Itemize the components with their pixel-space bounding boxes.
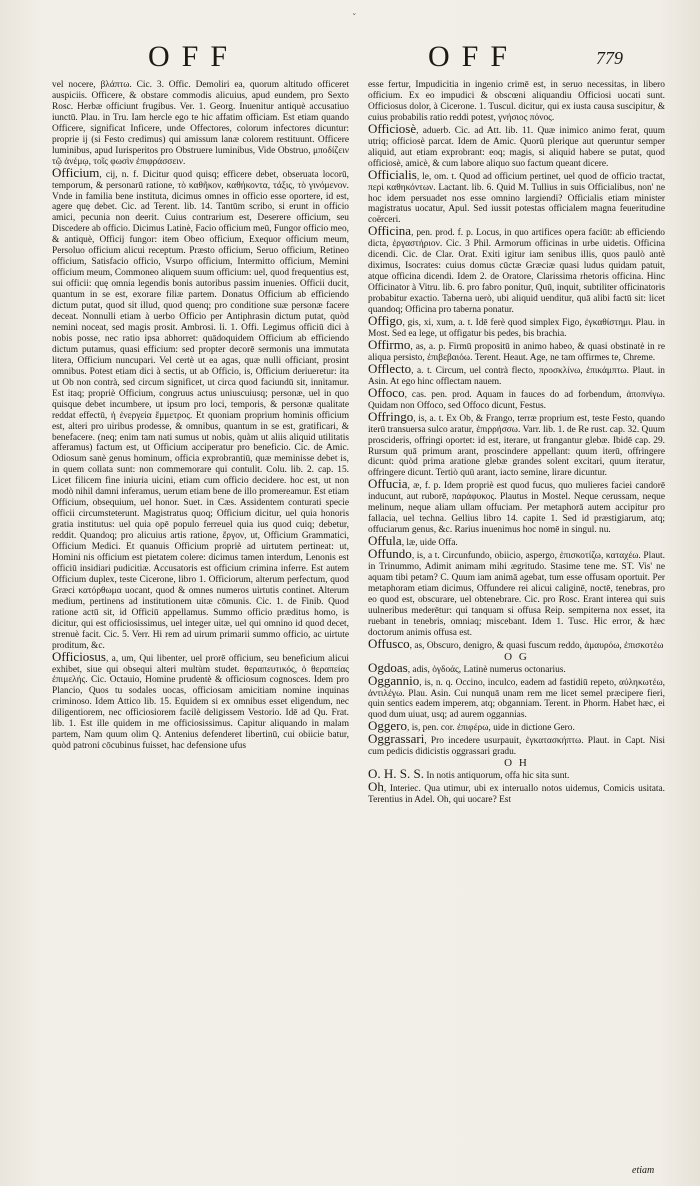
running-head-right: OFF <box>428 40 520 73</box>
entry-text: , cij, n. f. Dicitur quod quisq; efficere debet, obseruata locorū, temporum, & personarū ratione, τὸ καθῆκον, καθήκοντα, τάξις, τὸ γινόμενον. Vnde in familia bene instituta, dicimus omnes in officio esse oportere, id est, agere quę debet. Cic. ad Terent. lib. 14. Tantūm scribo, si erunt in officio amici, pecunia non deerit. Cuius contrarium est, Deserere officium, seu Discedere ab officio. Dicimus Latinè, Facio officium meū, Fungor officio meo, & antiquè, Officij fungor: item Obeo officium, Exequor officium meum, Persoluo officium alicui receptum. Præsto officium, Seruo officium, Retineo officium, Satisfacio officio, Vsurpo officium, Intermitto officium, Memini officium meum, Commoneo aliquem suum officium: uel, quod frequentius est, sui officii: quę omnia legendis bonis autoribus passim inuenies. Officii ducit, quantum in se est, exorare filiæ partem. Donatus Officium ab efficiendo dictum putat, quod sit illud, quod quenq; pro conditione suæ personæ facere deceat. Nonnulli etiam à uerbo Officio per Antiphrasin dictum putat, quòd nemini noceat, sed magis prosit. Ambrosi. li. 1. Offi. Legimus officiū dici à nobis posse, nec ratio ipsa abhorret: quādoquidem Officium ab efficiendo dictum putamus, quasi efficium: sed propter decorē sermonis una immutata litera, Officium nuncupari. Vel certè ut ea agas, quæ nulli officiant, prosint omnibus. Potest etiam dici à sectis, ut ab Officio, is, Officium deriueretur: ita ut Ob non contrà, sed circum significet, ut circa quod faciundū sit, innitamur. Est itaq; propriè Officium, congruus actus uniuscuiusq; personæ, uel in quo quisque debet incumbere, ut ipsum pro loci, temporis, & personæ qualitate reddat effectū, ἡ ἐνεργεία ἔμμετρος. Et quoniam proprium hominis officium est, alteri pro uiribus prodesse, & omnibus, quantum in se est, gratificari, & benefacere. (neq; enim tam nati sumus ut nobis, quàm ut aliis aliquid utilitatis afferamus) factum est, ut Officium acciperatur pro beneficio. Cic. de Amic. Odiosum sanè genus hominum, officia exprobrantiū, quæ meminisse debet is, in quem collata sunt: non commemorare qui contulit. Colu. lib. 2. cap. 15. Licet filicem fine iniuria uicini, etiam cum officio decidere. hoc est, ut non modò nihil damni inferamus, uerum etiam bene de illo promereamur. Est etiam Officium, obsequium, uel honor. Suet. in Cæs. Assidentem conturati specie officii circumsteterunt. Magistratus quoq; Officium dicitur, uel quia honoris gratia institutus: uel quia opē populo ferreuel quia ius quod cuiq; debetur, reddit. Quandoq; pro alicuius artis ratione, ἔργον, ut, Officium Grammatici, Officium Medici. Et quanuis Officium propriè ad uirtutem pertineat: ut, Homini nis officium est pietatem colere: dicimus tamen interdum, Lenonis est officiū insidiari pudicitiæ. Accusatoris est officium crimina inferre. Est autem Officium duplex, teste Cicerone, libro 1. Officiorum, alterum perfectum, quod Græci κατόρθωμα uocant, quod & omnes numeros uirtutis continet. Alterum medium, pertinens ad institutionem uitæ cōmunis. Cic. 1. de Finib. Quod ratione actū sit, id Officiū appellamus. Summo officio præditus homo, is dicitur, qui est officiosissimus, uel integer uitæ, uel qui omnino id quod decet, strenuè facit. Cic. 5. Verr. Hi rem ad uirum primarii summo officio, ac uirtute proditum, &c. <box>52 169 349 651</box>
entry-lemma: Officiosè <box>368 120 417 136</box>
section-letter: O G <box>504 650 529 663</box>
dictionary-entry <box>52 164 349 652</box>
entry-text: , pen. prod. f. p. Locus, in quo artifices opera faciūt: ab efficiendo dicta, ἐργαστήριον. Cic. 3 Phil. Armorum officinas in urbe uidetis. Officina dicendi. Cic. de Clar. Orat. Exiti igitur iam senibus illis, quos paulò antè diximus, Isocrates: cuius domus cūctæ Græciæ quasi ludus quidam patuit, atque officina dicendi. Idem 2. de Oratore, Clarissima rhetoris officina. Hinc Officinator à Vitru. lib. 6. pro fabro ponitur, Quū, inquit, subtiliter officinatoris probabitur exactio. Taberna uerò, ubi aliquid uenditur, quā alibi factū sit: licet quandoq; Officina pro taberna ponatur. <box>368 228 665 316</box>
entry-lemma: O. H. S. S. <box>368 766 424 782</box>
dictionary-entry <box>368 313 665 340</box>
dictionary-entry <box>368 533 665 549</box>
entry-text: , is, pen. cor. ἐπιφέρω, uide in dictione Gero. <box>407 723 575 734</box>
entry-text: , cas. pen. prod. Aquam in fauces do ad forbendum, ἀποπνίγω. Quidam non Offoco, sed Offoco dicunt, Festus. <box>368 389 665 411</box>
entry-text: , aduerb. Cic. ad Att. lib. 11. Quæ inimico animo ferat, quum utriq; officiosè parcat. Idem de Amic. Quorū plerique aut queruntur semper aliquid, aut etiam exprobrant: eoq; magis, si aliquid habere se putat, quod officiosè, amicè, & cum labore aliquo suo factum queant dicere. <box>368 125 665 169</box>
left-column <box>52 80 349 752</box>
entry-lemma: Offundo <box>368 546 412 562</box>
entry-text: , as, Obscuro, denigro, & quasi fuscum reddo, ἀμαυρόω, ἐπισκοτέω <box>409 640 664 651</box>
entry-text: , Pro incedere usurpauit, ἐγκατασκήπτω. Plaut. in Capt. Nisi cum pedicis didicistis oggrassari gradu. <box>368 736 665 758</box>
dictionary-entry <box>368 766 665 782</box>
dictionary-entry <box>368 779 665 806</box>
entry-lemma: Offirmo <box>368 336 411 352</box>
page-number: 779 <box>596 48 623 68</box>
dictionary-entry <box>368 635 665 652</box>
dictionary-entry <box>52 648 349 753</box>
entry-text: vel nocere, βλάπτω. Cic. 3. Offic. Demoliri ea, quorum altitudo officeret auspiciis. Officere, & obstare commodis alicuius, apud eundem, pro Sexto Rosc. Herbæ officiunt frugibus. Ver. 1. Georg. Inuenitur antiquè accusatiuo iunctū. Plau. in Tru. Iam hercle ego te hic affatim officiam. Est etiam quando Officere, significat Inficere, unde Offectores, colorum infectores dicuntur: proprie ij (si Festo credimus) qui amissum lanæ colorem restituunt. Officere luminibus, apud Iurisperitos pro Obstruere luminibus, Vide Obstruo, μποδίζειν τῷ ἀνέμῳ, τοῖς φωσὶν ἐπιφράσσειν. <box>52 80 349 167</box>
entry-lemma: Oggannio <box>368 672 420 688</box>
entry-lemma: Officiosus <box>52 648 106 664</box>
entry-lemma: Offringo <box>368 408 414 424</box>
entry-text: , a, um, Qui libenter, uel prorē officium, seu beneficium alicui exhibet, siue qui obsequi alteri multùm studet. θεραπευτικός, ὁ θεραπείας ἐπιμελής. Cic. Octauio, Homine prudentè & officiosum cognosces. Idem pro Plancio, Quos tu sodales uocas, officiosam amicitiam nomine inquinas criminoso. Idem Attico lib. 15. Equidem si ex omnibus esset eligendum, nec diligentiorem, nec officiosiorem facilè deligissem Vestorio. Idē ad Qu. Frat. lib. 1. Est ille quidem in me officiosissimus. Capitur aliquando in malam partem, Nam quum olim Q. Antenius defenderet libertinū, cui obiicie batur, quòd patroni cōcubinus fuisset, hac defensione ufus <box>52 653 349 752</box>
dictionary-entry <box>368 166 665 227</box>
dictionary-entry <box>368 731 665 758</box>
entry-lemma: Oggrassari <box>368 731 425 747</box>
entry-text: , as, a. p. Firmū propositū in animo habeo, & quasi obstinatè in re aliqua persisto, ἐπιβεβαιόω. Terent. Heaut. Age, ne tam offirmes te, Chreme. <box>368 341 665 363</box>
entry-lemma: Oh <box>368 779 384 795</box>
entry-text: , æ, f. p. Idem propriè est quod fucus, quo mulieres faciei candorē inducunt, aut ruborē, παράφυκος. Plautus in Mostel. Neque cerussam, neque melinum, neque aliam ullam offuciam. Per metaphorā autem accipitur pro fallacia, uel techna. Gellius libro 14. capite 1. Sed id præstigiarum, atq; offuciarum genus, &c. Rarius inuenimus hoc nomē in singul. nu. <box>368 481 665 536</box>
entry-lemma: Offoco <box>368 384 405 400</box>
entry-lemma: Offucia <box>368 476 408 492</box>
entry-text: esse fertur, Impudicitia in ingenio crimē est, in seruo necessitas, in libero officium. Ex eo impudici & obscœni aliquandiu Officiosi uocati sunt. Officiosus dolor, à Cicerone. 1. Tuscul. dicitur, qui ex iusta causa suscipitur, & cuius probabilis ratio reddi potest, γνήσιος πόνος. <box>368 80 665 123</box>
running-head-left: OFF <box>148 40 240 73</box>
dictionary-entry <box>368 360 665 388</box>
dictionary-entry <box>368 120 665 170</box>
right-column <box>368 80 665 806</box>
page-mark: ˇ <box>352 14 357 24</box>
entry-text: , le, om. t. Quod ad officium pertinet, uel quod de officio tractat, περὶ καθηκόντων. Lactant. lib. 6. Quid M. Tullius in suis Officialibus, non' ne hoc idem persuadet nos esse omnino largiendi? Officialis etiam minister magistratus uocatur, Apul. Sed iussit potestas officialem magna feueritudine coërceri. <box>368 171 665 226</box>
section-letter: O H <box>504 757 529 770</box>
entry-text: , gis, xi, xum, a. t. Idē ferè quod simplex Figo, ἐγκαθίστημι. Plau. in Most. Sed ea lege, ut offigatur bis pedes, bis brachia. <box>368 318 665 339</box>
entry-lemma: Officium <box>52 164 100 180</box>
dictionary-entry <box>368 336 665 364</box>
dictionary-entry <box>368 672 665 722</box>
catchword: etiam <box>632 1165 655 1176</box>
dictionary-entry <box>52 80 349 168</box>
entry-text: , is, a. t. Ex Ob, & Frango, terræ proprium est, teste Festo, quando iterū transuersa sulco aratur, ἐπιρρήσσω. Varr. lib. 1. de Re rust. cap. 32. Quum proscideris, offringi oportet: id est, iterare, ut frangantur glebæ. Ibidē cap. 29. Rursum quā primum arant, proscindere appellant: quum iterū, offringere dicunt: quòd prima aratione glebæ grandes solent excitari, quum iteratur, offringere dicunt. Tertiò quū arant, iacto semine, lirare dicuntur. <box>368 413 665 479</box>
entry-text: , a. t. Circum, uel contrà flecto, προσκλίνω, ἐπικάμπτω. Plaut. in Asin. At ego hinc offlectam nauem. <box>368 365 665 387</box>
entry-lemma: Offusco <box>368 635 410 651</box>
entry-text: , is, a t. Circunfundo, obiicio, aspergo, ἐπισκοτίζω, καταχέω. Plaut. in Trinummo, Adimit animam mihi ægritudo. Stasime tene me. ST. Vis' ne aquam tibi petam? C. Quum iam animā agebat, tum esse offusam oportuit. Per metaphoram etiam dicimus, Offundere rei alicui caliginē, noctē, tenebras, pro eo quod est, obscurare, uel obtenebrare. Cic. pro Rosc. Erant interea qui suis uulneribus mederētur: qui tanquam si offusa Reip. sempiterna nox esset, ita ruebant in tenebris, omniaq; miscebant. Idem 1. Tusc. Hic error, & hæc doctorum animis offusa est. <box>368 551 665 638</box>
entry-lemma: Officialis <box>368 166 417 182</box>
dictionary-entry <box>368 408 665 480</box>
entry-lemma: Ogdoas <box>368 659 408 675</box>
entry-lemma: Oggero <box>368 718 407 734</box>
dictionary-entry <box>368 476 665 536</box>
entry-text: , Interiec. Qua utimur, ubi ex interuallo notos uidemus, Comicis usitata. Terentius in Adel. Oh, qui uocare? Est <box>368 784 665 806</box>
dictionary-entry <box>368 80 665 124</box>
entry-lemma: Offlecto <box>368 360 412 376</box>
entry-text: In notis antiquorum, offa hic sita sunt. <box>424 771 570 782</box>
entry-text: , is, n. q. Occino, inculco, eadem ad fastidiū repeto, αὐληκωτέω, ἀντιλέγω. Plau. Asin. Cui nunquā unam rem me licet semel præcipere fieri, quin sentics eadem imperem, atq; obganniam. Terent. in Phorm. Habet hæc, ei quod dum uiuat, usq; ad aurem oggannias. <box>368 677 665 721</box>
entry-lemma: Officina <box>368 223 412 239</box>
entry-lemma: Offigo <box>368 313 403 329</box>
dictionary-entry <box>368 223 665 316</box>
dictionary-entry <box>368 546 665 639</box>
entry-lemma: Offula <box>368 533 402 549</box>
entry-text: , adis, ὀγδοάς, Latinè numerus octonarius. <box>407 664 566 675</box>
entry-text: , læ, uide Offa. <box>401 538 458 549</box>
